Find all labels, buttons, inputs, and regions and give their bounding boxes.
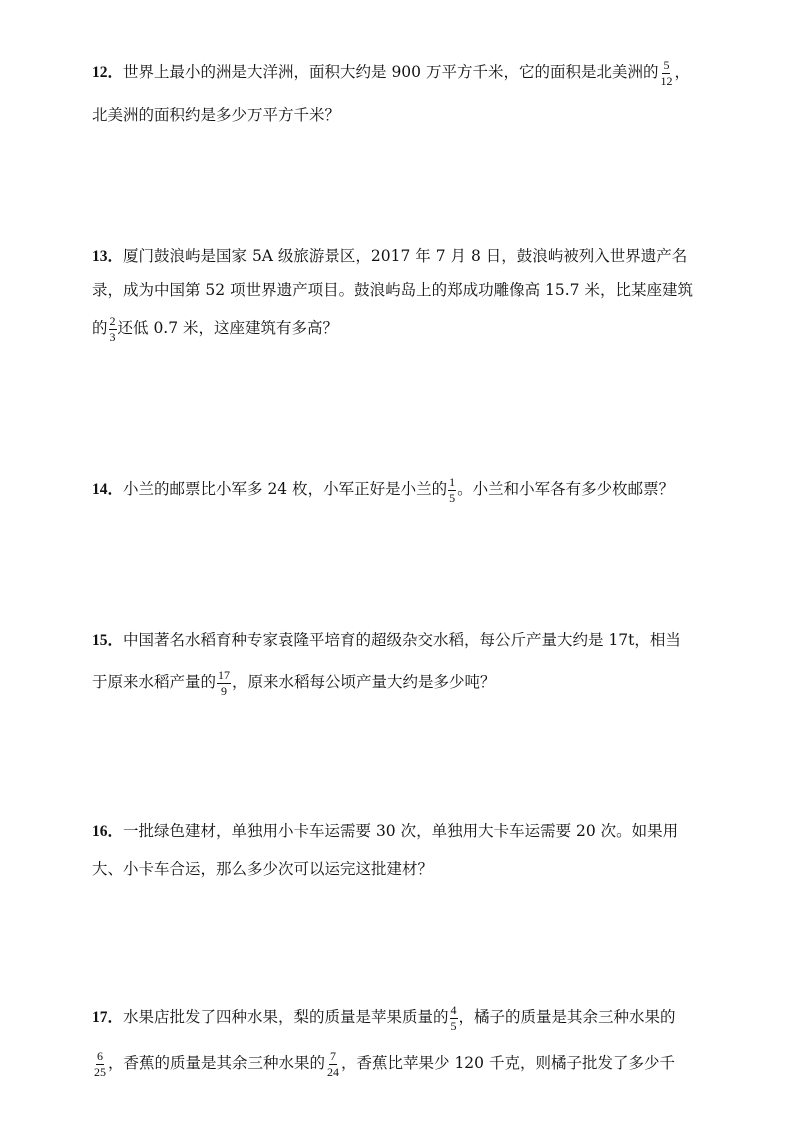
fraction [109,315,117,344]
numerator: 4 [450,1002,457,1017]
question-number: 17． [92,1009,124,1026]
question-number: 16． [92,823,124,840]
denominator: 5 [450,1018,457,1033]
question-text: 厦门鼓浪屿是国家 5A 级旅游景区，2017 年 7 月 8 日，鼓浪屿被列入世界遗产名 [123,247,688,265]
question-12-line-2 [92,101,340,129]
question-number: 15． [92,632,124,649]
numerator: 7 [330,1048,337,1063]
numerator: 1 [449,474,456,489]
question-13-line-3 [92,314,338,342]
question-12-line-1 [92,58,690,86]
question-17-line-1 [92,1003,676,1031]
question-text: 录，成为中国第 52 项世界遗产项目。鼓浪屿岛上的郑成功雕像高 15.7 米，比某座建筑 [92,281,693,299]
denominator: 9 [221,683,228,698]
numerator: 5 [663,57,670,72]
fraction [326,1050,340,1079]
numerator: 6 [97,1048,103,1063]
fraction [659,59,673,88]
question-text: ，原来水稻每公顷产量大约是多少吨？ [232,673,496,691]
question-text: 小兰的邮票比小军多 24 枚，小军正好是小兰的 [123,480,448,498]
fraction [217,669,231,698]
question-13-line-1 [92,242,687,270]
question-text: 还低 0.7 米，这座建筑有多高？ [117,319,339,337]
question-text: 世界上最小的洲是大洋洲，面积大约是 900 万平方千米，它的面积是北美洲的 [123,63,659,81]
question-14-line-1 [92,475,674,503]
question-text: ，香蕉的质量是其余三种水果的 [108,1054,326,1072]
question-16-line-2 [92,855,433,883]
question-text: 。小兰和小军各有多少枚邮票？ [457,480,675,498]
question-text: 中国著名水稻育种专家袁隆平培育的超级杂交水稻，每公斤产量大约是 17t，相当 [123,631,681,649]
question-text: 大、小卡车合运，那么多少次可以运完这批建材？ [92,860,434,878]
question-16-line-1 [92,817,678,845]
question-number: 12． [92,64,124,81]
denominator: 3 [109,329,116,344]
question-text: 水果店批发了四种水果，梨的质量是苹果质量的 [123,1008,449,1026]
fraction [450,1004,458,1033]
question-text: ， [674,63,690,81]
denominator: 5 [449,490,456,505]
question-text: ，橘子的质量是其余三种水果的 [458,1008,676,1026]
question-text: 一批绿色建材，单独用小卡车运需要 30 次，单独用大卡车运需要 20 次。如果用 [123,822,679,840]
question-15-line-1 [92,626,681,654]
fraction [448,476,456,505]
question-text: 北美洲的面积约是多少万平方千米？ [92,106,341,124]
numerator: 2 [109,313,116,328]
denominator: 12 [660,73,673,88]
denominator: 25 [94,1064,106,1079]
question-text: ，香蕉比苹果少 120 千克，则橘子批发了多少千 [341,1054,675,1072]
question-text: 于原来水稻产量的 [92,673,217,691]
question-number: 14． [92,481,124,498]
question-number: 13． [92,248,124,265]
question-15-line-2 [92,668,496,696]
numerator: 17 [218,667,231,682]
fraction [93,1050,107,1079]
question-text: 的 [92,319,108,337]
denominator: 24 [327,1064,340,1079]
question-17-line-2 [92,1049,675,1077]
question-13-line-2 [92,276,693,304]
